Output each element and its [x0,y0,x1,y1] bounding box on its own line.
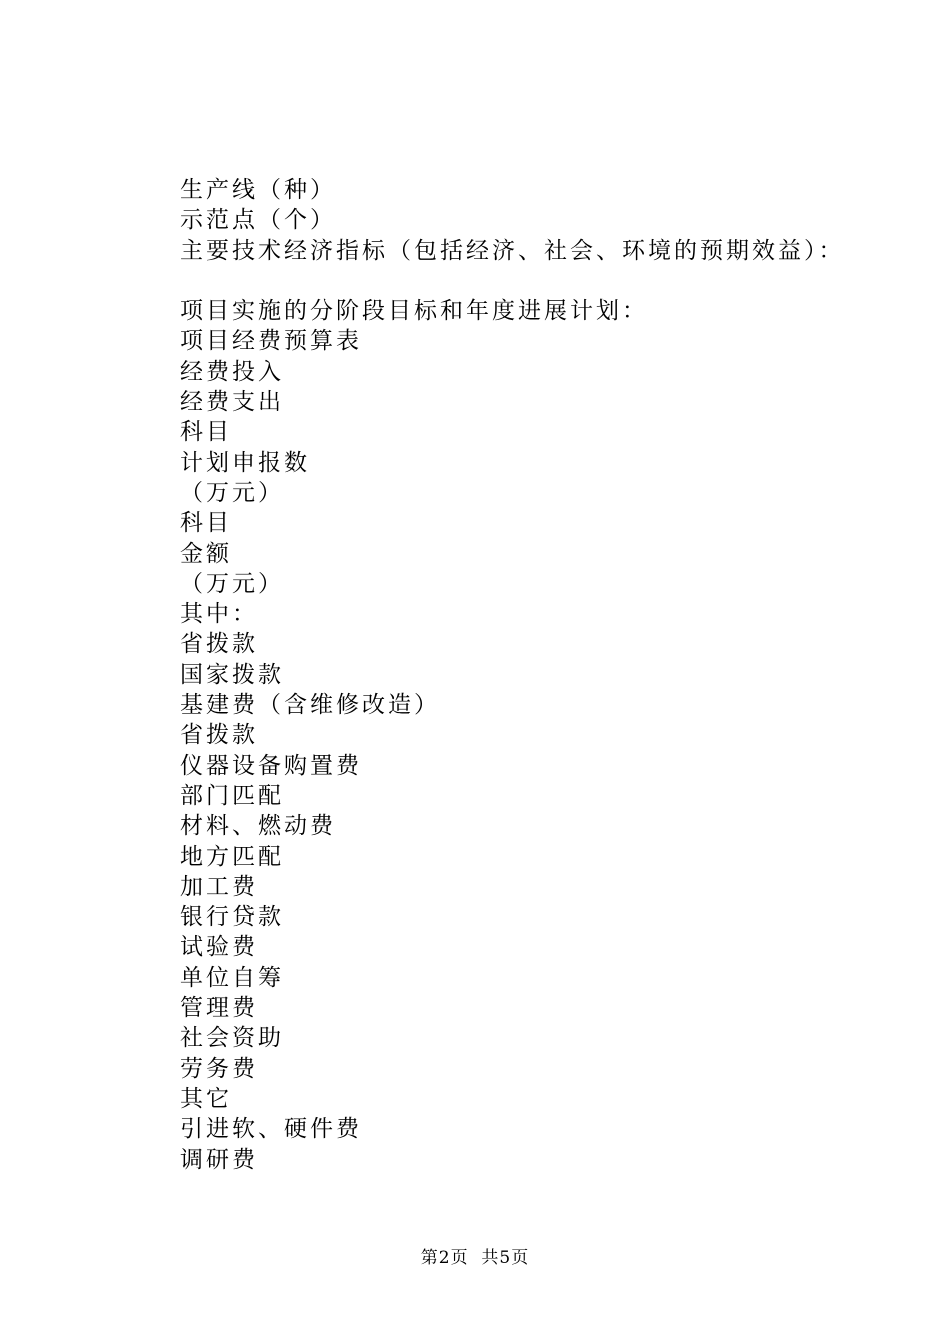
document-line: 其中： [180,601,258,628]
blank-line [180,266,880,296]
document-line: 科目 [180,419,232,446]
document-line: 材料、燃动费 [180,813,336,840]
document-line: 省拨款 [180,722,258,749]
document-line: 调研费 [180,1146,258,1173]
document-line: 计划申报数 [180,449,310,476]
document-line: 地方匹配 [180,843,284,870]
document-line: 加工费 [180,873,258,900]
document-line: （万元） [180,479,284,506]
document-line: 劳务费 [180,1055,258,1082]
document-line: 省拨款 [180,631,258,658]
document-line: 经费支出 [180,389,284,416]
text-block-main [180,296,880,1175]
document-line: 经费投入 [180,358,284,385]
document-line: 科目 [180,510,232,537]
document-body [180,175,880,1175]
document-line: 基建费（含维修改造） [180,692,440,719]
document-line: 试验费 [180,934,258,961]
document-line: 管理费 [180,995,258,1022]
document-line: （万元） [180,570,284,597]
page-footer: 第2页 共5页 [420,1248,530,1268]
document-line: 仪器设备购置费 [180,752,362,779]
document-line: 主要技术经济指标（包括经济、社会、环境的预期效益）： [180,237,845,264]
document-line: 社会资助 [180,1025,284,1052]
document-line: 银行贷款 [180,904,284,931]
document-line: 引进软、硬件费 [180,1116,362,1143]
document-line: 金额 [180,540,232,567]
document-line: 项目经费预算表 [180,328,362,355]
text-block-top [180,175,880,266]
document-line: 单位自筹 [180,964,284,991]
document-line: 项目实施的分阶段目标和年度进展计划： [180,298,648,325]
document-line: 生产线（种） [180,177,336,203]
document-line: 示范点（个） [180,207,336,234]
document-line: 部门匹配 [180,782,284,809]
document-line: 其它 [180,1085,232,1112]
document-line: 国家拨款 [180,661,284,688]
